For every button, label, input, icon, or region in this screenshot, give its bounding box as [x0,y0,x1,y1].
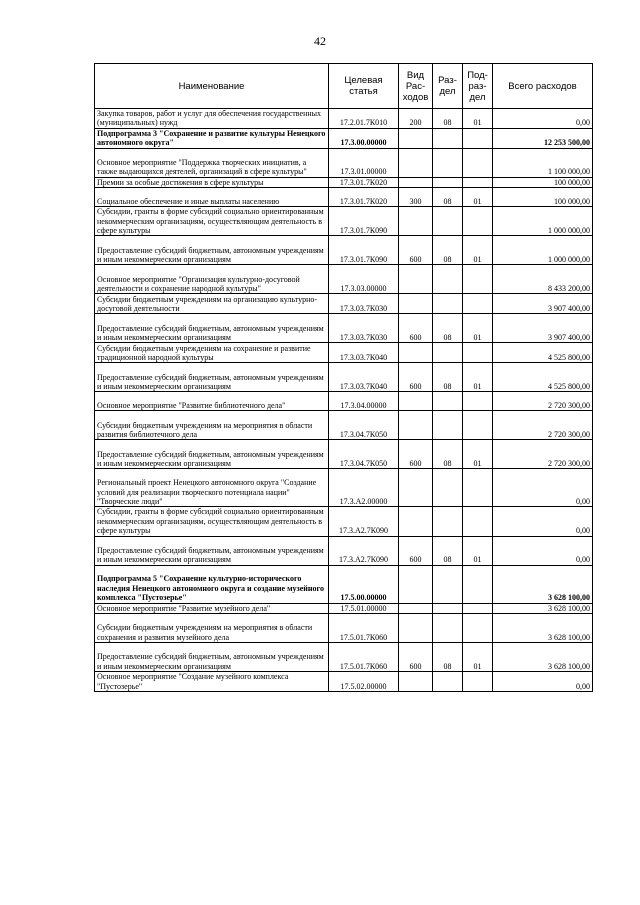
row-name: Предоставление субсидий бюджетным, автономным учреждениям и иным некоммерческим организациям [95,536,329,565]
row-subsection [463,343,493,363]
row-name: Подпрограмма 3 "Сохранение и развитие культуры Ненецкого автономного округа" [95,128,329,148]
table-row [95,188,593,207]
row-total: 1 000 000,00 [493,207,593,236]
row-section [433,294,463,314]
row-total: 3 628 100,00 [493,565,593,603]
row-subsection: 01 [463,314,493,343]
row-name: Основное мероприятие "Поддержка творческих инициатив, а также выдающихся деятелей, организаций в сфере культуры" [95,148,329,177]
table-header-row [95,64,593,109]
table-row [95,109,593,129]
table-row [95,177,593,187]
row-article: 17.3.03.7К030 [329,314,399,343]
row-article: 17.3.01.7К090 [329,207,399,236]
row-total: 3 628 100,00 [493,643,593,672]
row-expense-type [399,603,433,613]
table-row [95,128,593,148]
table-row [95,411,593,440]
row-name: Субсидии, гранты в форме субсидий социально ориентированным некоммерческим организациям, осуществляющим деятельность в сфере культуры [95,207,329,236]
row-subsection: 01 [463,643,493,672]
row-expense-type [399,507,433,536]
row-name: Предоставление субсидий бюджетным, автономным учреждениям и иным некоммерческим организациям [95,643,329,672]
row-name: Социальное обеспечение и иные выплаты населению [95,188,329,207]
table-row [95,469,593,507]
row-expense-type [399,343,433,363]
row-section: 08 [433,109,463,129]
row-section [433,614,463,643]
row-subsection [463,177,493,187]
row-expense-type: 600 [399,440,433,469]
table-row [95,392,593,411]
row-subsection [463,148,493,177]
row-article: 17.3.03.7К030 [329,294,399,314]
row-total: 2 720 300,00 [493,440,593,469]
row-subsection [463,207,493,236]
table-row [95,343,593,363]
header-article: Целевая статья [329,64,399,109]
row-total: 100 000,00 [493,188,593,207]
table-row [95,603,593,613]
row-name: Субсидии бюджетным учреждениям на организацию культурно-досуговой деятельности [95,294,329,314]
header-subsection: Под- раз- дел [463,64,493,109]
row-article: 17.3.01.7К020 [329,177,399,187]
row-section [433,128,463,148]
row-article: 17.3.А2.00000 [329,469,399,507]
row-total: 3 628 100,00 [493,614,593,643]
page-number: 42 [314,34,326,48]
row-total: 0,00 [493,469,593,507]
row-subsection [463,565,493,603]
row-section [433,392,463,411]
row-subsection: 01 [463,236,493,265]
row-total: 3 907 400,00 [493,314,593,343]
row-article: 17.5.02.00000 [329,672,399,692]
row-name: Основное мероприятие "Создание музейного комплекса "Пустозерье" [95,672,329,692]
row-total: 3 907 400,00 [493,294,593,314]
row-total: 3 628 100,00 [493,603,593,613]
row-total: 8 433 200,00 [493,265,593,294]
row-name: Субсидии бюджетным учреждениям на мероприятия в области сохранения и развития музейного дела [95,614,329,643]
row-total: 1 100 000,00 [493,148,593,177]
table-row [95,363,593,392]
row-subsection [463,469,493,507]
row-expense-type: 600 [399,236,433,265]
row-expense-type [399,265,433,294]
row-article: 17.3.00.00000 [329,128,399,148]
row-article: 17.3.А2.7К090 [329,507,399,536]
header-expense-type: Вид Рас- ходов [399,64,433,109]
budget-table [94,63,593,692]
row-section: 08 [433,188,463,207]
row-name: Закупка товаров, работ и услуг для обеспечения государственных (муниципальных) нужд [95,109,329,129]
row-expense-type [399,128,433,148]
header-name: Наименование [95,64,329,109]
row-subsection [463,128,493,148]
row-section [433,411,463,440]
row-expense-type [399,411,433,440]
row-section [433,565,463,603]
row-section [433,148,463,177]
row-article: 17.3.03.7К040 [329,363,399,392]
row-expense-type [399,672,433,692]
row-section: 08 [433,314,463,343]
table-row [95,536,593,565]
row-section [433,469,463,507]
row-subsection: 01 [463,363,493,392]
table-row [95,614,593,643]
row-subsection [463,507,493,536]
row-subsection [463,392,493,411]
row-total: 4 525 800,00 [493,343,593,363]
row-expense-type: 300 [399,188,433,207]
row-article: 17.3.04.7К050 [329,440,399,469]
row-article: 17.2.01.7К010 [329,109,399,129]
row-article: 17.3.А2.7К090 [329,536,399,565]
row-article: 17.3.03.00000 [329,265,399,294]
row-section [433,507,463,536]
row-expense-type [399,148,433,177]
row-article: 17.5.01.7К060 [329,614,399,643]
row-name: Предоставление субсидий бюджетным, автономным учреждениям и иным некоммерческим организациям [95,363,329,392]
row-name: Предоставление субсидий бюджетным, автономным учреждениям и иным некоммерческим организациям [95,440,329,469]
table-row [95,314,593,343]
row-total: 4 525 800,00 [493,363,593,392]
row-name: Подпрограмма 5 "Сохранение культурно-исторического наследия Ненецкого автономного округа и создание музейного комплекса "Пустозерье" [95,565,329,603]
row-total: 0,00 [493,536,593,565]
row-expense-type [399,294,433,314]
row-article: 17.3.04.00000 [329,392,399,411]
row-section: 08 [433,643,463,672]
row-expense-type: 600 [399,314,433,343]
row-section [433,265,463,294]
table-row [95,294,593,314]
row-total: 2 720 300,00 [493,411,593,440]
row-name: Основное мероприятие "Развитие музейного дела" [95,603,329,613]
row-name: Премии за особые достижения в сфере культуры [95,177,329,187]
row-name: Предоставление субсидий бюджетным, автономным учреждениям и иным некоммерческим организациям [95,236,329,265]
row-name: Субсидии, гранты в форме субсидий социально ориентированным некоммерческим организациям, осуществляющим деятельность в сфере культуры [95,507,329,536]
row-total: 12 253 500,00 [493,128,593,148]
row-total: 0,00 [493,507,593,536]
row-total: 0,00 [493,109,593,129]
table-row [95,672,593,692]
row-section: 08 [433,363,463,392]
row-subsection [463,672,493,692]
row-total: 100 000,00 [493,177,593,187]
table-row [95,643,593,672]
row-article: 17.3.03.7К040 [329,343,399,363]
row-expense-type [399,177,433,187]
row-total: 0,00 [493,672,593,692]
row-name: Основное мероприятие "Организация культурно-досуговой деятельности и сохранение народной культуры" [95,265,329,294]
row-subsection [463,294,493,314]
row-section [433,603,463,613]
row-article: 17.3.01.7К090 [329,236,399,265]
row-subsection: 01 [463,109,493,129]
row-name: Основное мероприятие "Развитие библиотечного дела" [95,392,329,411]
row-expense-type [399,207,433,236]
row-expense-type [399,614,433,643]
row-subsection [463,411,493,440]
row-section [433,207,463,236]
row-name: Региональный проект Ненецкого автономного округа "Создание условий для реализации творческого потенциала нации" "Творческие люди" [95,469,329,507]
row-section [433,177,463,187]
table-row [95,565,593,603]
row-expense-type: 600 [399,643,433,672]
row-total: 2 720 300,00 [493,392,593,411]
row-article: 17.5.00.00000 [329,565,399,603]
row-expense-type: 200 [399,109,433,129]
row-subsection [463,614,493,643]
row-subsection: 01 [463,440,493,469]
row-subsection [463,603,493,613]
table-row [95,265,593,294]
row-article: 17.5.01.7К060 [329,643,399,672]
row-total: 1 000 000,00 [493,236,593,265]
row-expense-type [399,469,433,507]
row-subsection: 01 [463,188,493,207]
row-subsection [463,265,493,294]
row-article: 17.3.01.00000 [329,148,399,177]
row-article: 17.3.01.7К020 [329,188,399,207]
row-name: Предоставление субсидий бюджетным, автономным учреждениям и иным некоммерческим организациям [95,314,329,343]
row-section [433,672,463,692]
row-section [433,343,463,363]
row-expense-type [399,392,433,411]
row-expense-type: 600 [399,363,433,392]
table-row [95,207,593,236]
row-section: 08 [433,536,463,565]
table-row [95,440,593,469]
row-expense-type [399,565,433,603]
table-row [95,236,593,265]
table-row [95,507,593,536]
row-subsection: 01 [463,536,493,565]
row-expense-type: 600 [399,536,433,565]
row-article: 17.3.04.7К050 [329,411,399,440]
row-name: Субсидии бюджетным учреждениям на мероприятия в области развития библиотечного дела [95,411,329,440]
row-section: 08 [433,236,463,265]
row-section: 08 [433,440,463,469]
row-name: Субсидии бюджетным учреждениям на сохранение и развитие традиционной народной культуры [95,343,329,363]
table-row [95,148,593,177]
header-total: Всего расходов [493,64,593,109]
row-article: 17.5.01.00000 [329,603,399,613]
header-section: Раз- дел [433,64,463,109]
